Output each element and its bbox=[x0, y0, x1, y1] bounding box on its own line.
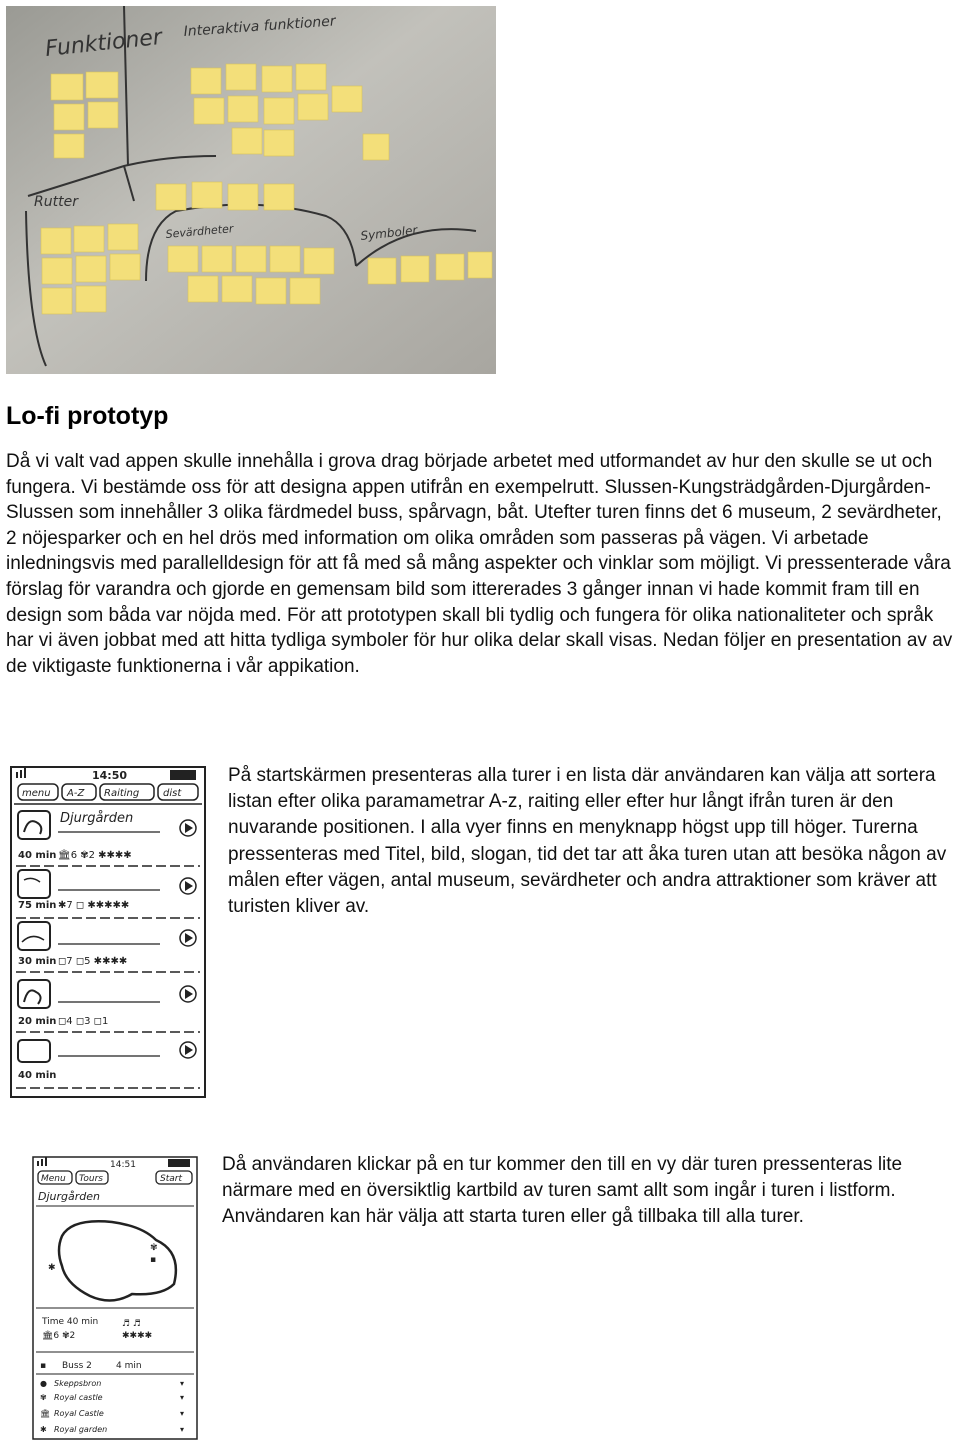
sort-az-button[interactable]: A-Z bbox=[67, 788, 85, 799]
label-symboler: Symboler bbox=[359, 223, 419, 243]
svg-text:Royal garden: Royal garden bbox=[54, 1425, 108, 1434]
bus-line: Buss 2 bbox=[62, 1361, 92, 1371]
start-screen-sketch bbox=[10, 766, 206, 1098]
label-rutter: Rutter bbox=[34, 194, 78, 210]
svg-text:✱7 ◻ ✱✱✱✱✱: ✱7 ◻ ✱✱✱✱✱ bbox=[58, 900, 130, 911]
start-button[interactable]: Start bbox=[160, 1174, 182, 1184]
svg-text:▾: ▾ bbox=[180, 1393, 185, 1402]
svg-text:◻4 ◻3 ◻1: ◻4 ◻3 ◻1 bbox=[58, 1016, 109, 1027]
svg-text:🏛: 🏛 bbox=[40, 1409, 51, 1418]
svg-text:✾: ✾ bbox=[40, 1393, 47, 1402]
intro-paragraph: Då vi valt vad appen skulle innehålla i grova drag började arbetet med utformandet av hur den skulle se ut och fungera. Vi bestämde oss för att designa appen utifrån en exempelrutt. Slussen-Kungsträdgården-Djurgården-Slussen som innehåller 3 olika färdmedel buss, spårvagn, båt. Utefter turen finns det 6 museum, 2 sevärdheter, 2 nöjesparker och en hel drös med information om olika områden som passeras på vägen. Vi arbetade inledningsvis med parallelldesign för att få med så mång aspekter och vinklar som möjligt. Vi pressenterade våra förslag för varandra och gjorde en gemensam bild som ittererades 3 gånger innan vi hade kommit fram till en design som båda var nöjda med. För att prototypen skall bli tydlig och fungera för olika nationaliteter och språk har vi även jobbat med att hitta tydliga symboler för hur olika delar skall visas. Nedan följer en presentation av av de viktigaste funktionerna i vår appikation. bbox=[6, 451, 953, 677]
menu-button[interactable]: Menu bbox=[41, 1174, 66, 1184]
label-sevardheter: Sevärdheter bbox=[165, 222, 234, 241]
svg-text:20 min: 20 min bbox=[18, 1016, 57, 1027]
tour-counts: 🏛6 ✾2 bbox=[42, 1331, 76, 1341]
route-title: Djurgården bbox=[60, 811, 134, 826]
tour-detail-sketch bbox=[32, 1156, 198, 1440]
svg-text:🏛6 ✾2 ✱✱✱✱: 🏛6 ✾2 ✱✱✱✱ bbox=[58, 850, 132, 861]
svg-text:●: ● bbox=[40, 1379, 47, 1388]
tour-time: Time 40 min bbox=[42, 1317, 99, 1327]
label-funktioner: Funktioner bbox=[44, 24, 164, 62]
svg-text:75 min: 75 min bbox=[18, 900, 57, 911]
svg-text:✾: ✾ bbox=[150, 1243, 158, 1253]
svg-text:◻7 ◻5 ✱✱✱✱: ◻7 ◻5 ✱✱✱✱ bbox=[58, 956, 128, 967]
svg-text:✱: ✱ bbox=[40, 1425, 47, 1434]
svg-text:40 min: 40 min bbox=[18, 850, 57, 861]
svg-text:▾: ▾ bbox=[180, 1379, 185, 1388]
svg-text:▪: ▪ bbox=[40, 1361, 47, 1371]
status-time: 14:50 bbox=[92, 769, 128, 782]
svg-text:▾: ▾ bbox=[180, 1425, 185, 1434]
menu-button[interactable]: menu bbox=[22, 788, 51, 799]
svg-text:Skeppsbron: Skeppsbron bbox=[54, 1379, 102, 1388]
svg-text:Royal Castle: Royal Castle bbox=[54, 1409, 104, 1418]
svg-text:✱: ✱ bbox=[48, 1263, 56, 1273]
tours-button[interactable]: Tours bbox=[79, 1174, 103, 1184]
whiteboard-photo bbox=[6, 6, 496, 374]
tour-detail-description: Då användaren klickar på en tur kommer den till en vy där turen pressenteras lite närmare med en översiktlig kartbild av turen samt allt som ingår i turen i listform. Användaren kan här välja att starta turen eller gå tillbaka till alla turer. bbox=[222, 1154, 903, 1228]
svg-text:▾: ▾ bbox=[180, 1409, 185, 1418]
svg-text:♬ ♬: ♬ ♬ bbox=[122, 1319, 141, 1329]
route-title: Djurgården bbox=[38, 1190, 100, 1203]
svg-text:▪: ▪ bbox=[150, 1255, 157, 1265]
sort-distance-button[interactable]: dist bbox=[163, 788, 182, 799]
svg-text:30 min: 30 min bbox=[18, 956, 57, 967]
label-interaktiva: Interaktiva funktioner bbox=[183, 13, 337, 40]
bus-minutes: 4 min bbox=[116, 1361, 142, 1371]
svg-text:✱✱✱✱: ✱✱✱✱ bbox=[122, 1331, 153, 1341]
svg-text:40 min: 40 min bbox=[18, 1070, 57, 1081]
section-heading: Lo-fi prototyp bbox=[6, 402, 169, 430]
sort-rating-button[interactable]: Raiting bbox=[104, 788, 140, 799]
status-time: 14:51 bbox=[110, 1160, 136, 1170]
start-screen-description: På startskärmen presenteras alla turer i en lista där användaren kan välja att sortera listan efter olika paramametrar A-z, raiting eller efter hur långt ifrån turen är den nuvarande positionen. I alla vyer finns en menyknapp högst upp till höger. Turerna pressenteras med Titel, bild, slogan, tid det tar att åka turen utan att besöka någon av målen efter vägen, antal museum, sevärdheter och andra attraktioner som kräver att turisten kliver av. bbox=[228, 765, 947, 918]
svg-text:Royal castle: Royal castle bbox=[54, 1393, 103, 1402]
